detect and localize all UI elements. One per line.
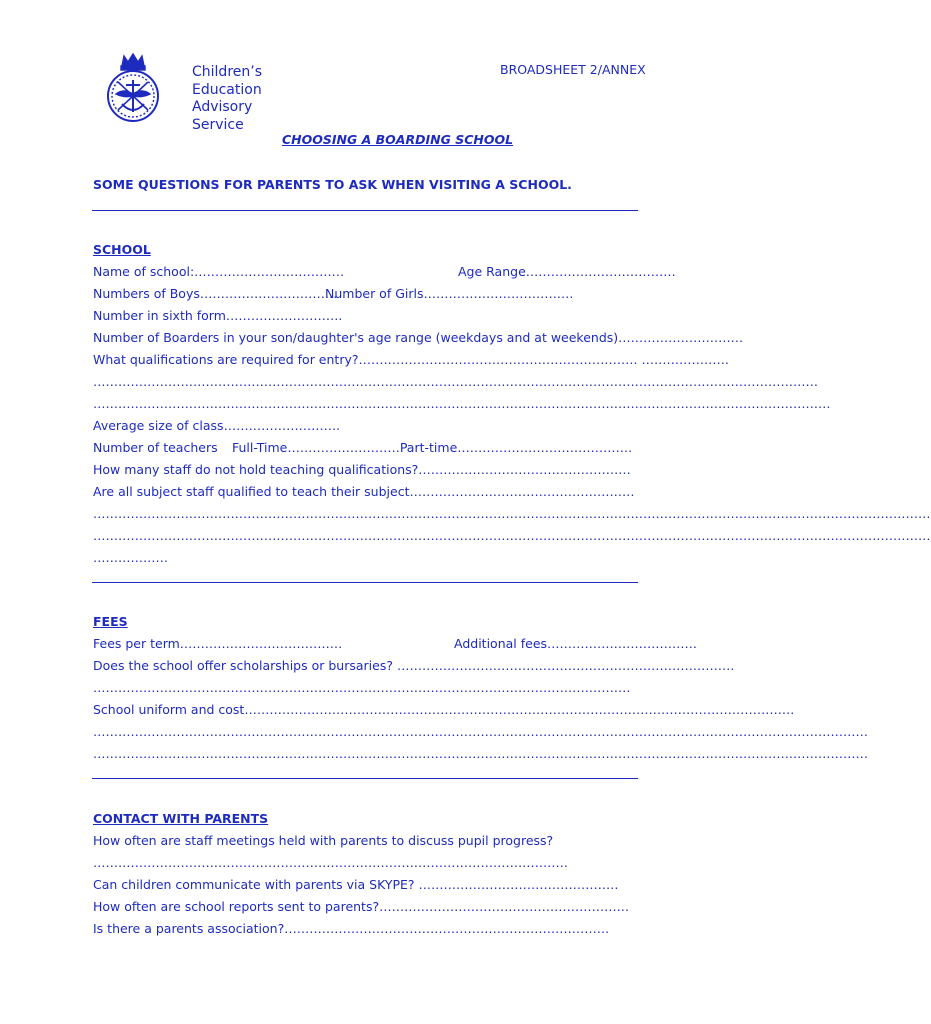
answer-line[interactable]: ……………… <box>93 550 168 565</box>
answer-line[interactable]: …………………………………………………………………………………………………… <box>93 855 568 870</box>
field-school-name[interactable]: Name of school:……………………………… <box>93 264 345 279</box>
answer-line[interactable]: …………………………………………………………………………………………………………………………………………………………………… <box>93 746 868 761</box>
field-entry-qualifications[interactable]: What qualifications are required for entry?…………………………………………………………. ………………… <box>93 352 729 367</box>
org-line-2: Education <box>192 81 262 98</box>
answer-line[interactable]: ………………………………………………………………………………………………………………………………………………………………………………… <box>93 506 931 521</box>
field-uniform-cost[interactable]: School uniform and cost…………………………………………………………………………………………………………………… <box>93 702 795 717</box>
field-number-girls[interactable]: Number of Girls……………………………… <box>325 286 574 301</box>
field-age-range[interactable]: Age Range……………………………… <box>458 264 676 279</box>
field-sixth-form[interactable]: Number in sixth form………………………. <box>93 308 343 323</box>
document-reference: BROADSHEET 2/ANNEX <box>500 62 646 77</box>
field-unqualified-staff[interactable]: How many staff do not hold teaching qualifications?…………………………………………… <box>93 462 631 477</box>
field-skype[interactable]: Can children communicate with parents via SKYPE? ………………………………………… <box>93 877 619 892</box>
field-number-boys[interactable]: Numbers of Boys…………………………… <box>93 286 338 301</box>
answer-line[interactable]: ………………………………………………………………………………………………………………………………………………………… <box>93 374 818 389</box>
field-fees-per-term[interactable]: Fees per term………………………………… <box>93 636 343 651</box>
org-line-4: Service <box>192 116 244 133</box>
page-subheading: SOME QUESTIONS FOR PARENTS TO ASK WHEN VISITING A SCHOOL. <box>93 177 572 192</box>
org-line-1: Children’s <box>192 64 262 80</box>
field-school-reports[interactable]: How often are school reports sent to parents?…………………………………………………… <box>93 899 630 914</box>
divider-line <box>92 582 638 583</box>
field-additional-fees[interactable]: Additional fees……………………………… <box>454 636 698 651</box>
section-heading-school: SCHOOL <box>93 242 151 257</box>
answer-line[interactable]: …………………………………………………………………………………………………………………………………………………………………… <box>93 724 868 739</box>
answer-line[interactable]: ………………………………………………………………………………………………………………… <box>93 680 631 695</box>
section-heading-contact: CONTACT WITH PARENTS <box>93 811 269 826</box>
crest-icon <box>104 52 162 124</box>
section-heading-fees: FEES <box>93 614 128 629</box>
field-staff-meetings: How often are staff meetings held with parents to discuss pupil progress? <box>93 833 554 848</box>
organisation-name <box>192 64 312 134</box>
divider-line <box>92 778 638 779</box>
divider-line <box>92 210 638 211</box>
field-number-teachers-label: Number of teachers <box>93 440 218 455</box>
field-subject-staff[interactable]: Are all subject staff qualified to teach their subject……………………………………………… <box>93 484 635 499</box>
field-scholarships[interactable]: Does the school offer scholarships or bursaries? ……………………………………………………………………… <box>93 658 735 673</box>
answer-line[interactable]: …………………………………………………………………………………………………………………………………………………………… <box>93 396 831 411</box>
answer-line[interactable]: ………………………………………………………………………………………………………………………………………………………………………………… <box>93 528 931 543</box>
page-title: CHOOSING A BOARDING SCHOOL <box>282 132 514 147</box>
field-boarders[interactable]: Number of Boarders in your son/daughter's age range (weekdays and at weekends)………………………… <box>93 330 744 345</box>
field-class-size[interactable]: Average size of class………………………. <box>93 418 341 433</box>
field-parents-association[interactable]: Is there a parents association?…………………………………………………………………… <box>93 921 610 936</box>
field-fulltime-parttime[interactable]: Full-Time………………………Part-time…………………………………… <box>232 440 633 455</box>
org-line-3: Advisory <box>192 99 253 115</box>
